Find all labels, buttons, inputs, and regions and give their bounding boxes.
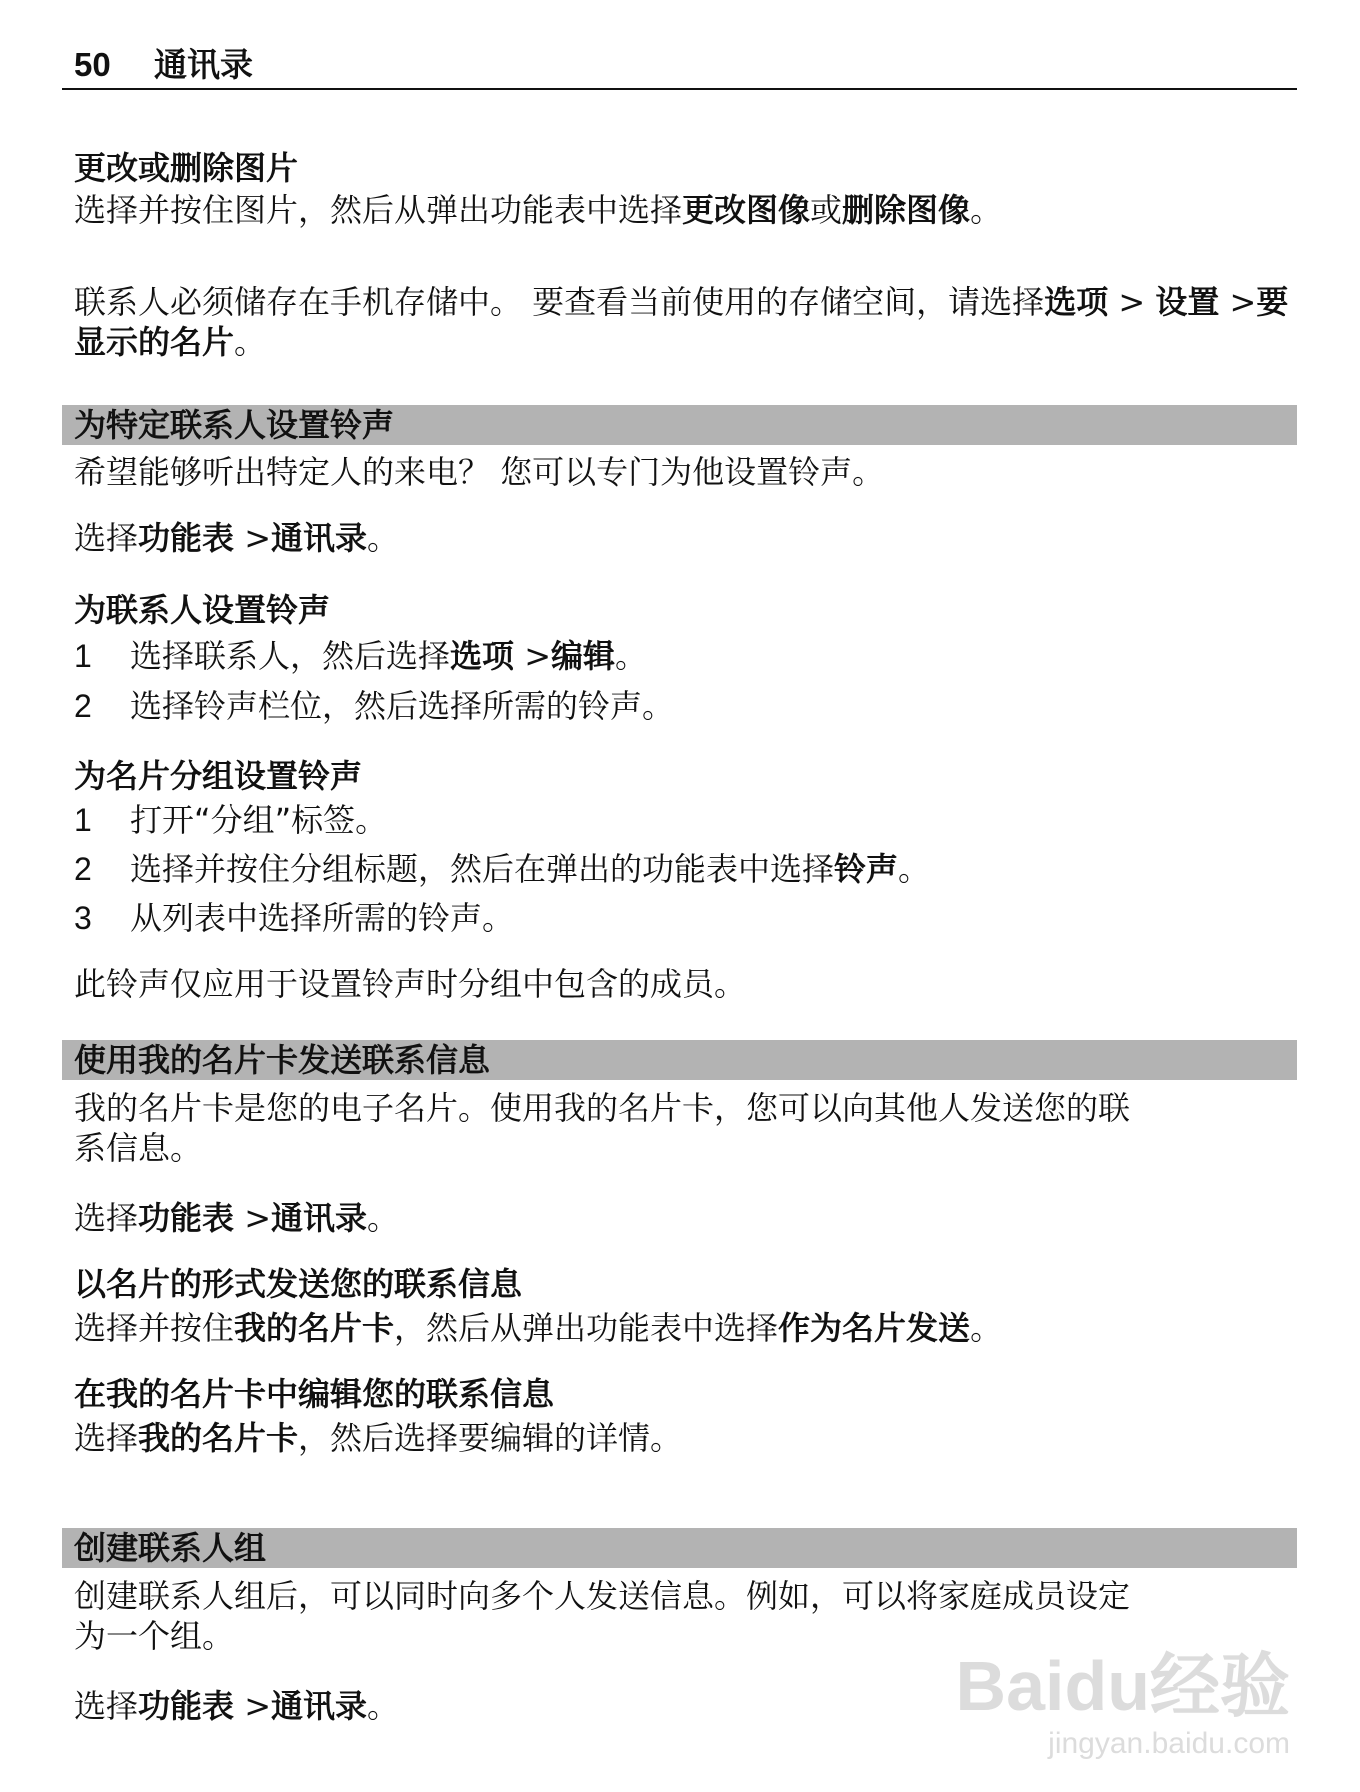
page-header bbox=[62, 44, 1297, 90]
paragraph: 选择并按住图片，然后从弹出功能表中选择更改图像或删除图像。 bbox=[74, 191, 1003, 229]
list-item: 1 打开“分组”标签。 bbox=[74, 801, 388, 839]
watermark-url: jingyan.baidu.com bbox=[1048, 1727, 1290, 1760]
baidu-watermark bbox=[956, 1646, 1290, 1762]
subsection-contact-ringtone bbox=[74, 590, 1289, 630]
subsection-group-ringtone bbox=[74, 756, 1289, 796]
section-band-business-card bbox=[62, 1040, 1297, 1080]
section-band-ringtone bbox=[62, 405, 1297, 445]
menu-path: 选择功能表 >通讯录。 bbox=[74, 519, 400, 557]
menu-path: 选择功能表 >通讯录。 bbox=[74, 1687, 400, 1725]
menu-option: 设置 bbox=[1155, 283, 1220, 321]
paragraph: 希望能够听出特定人的来电？ 您可以专门为他设置铃声。 bbox=[74, 453, 885, 491]
paragraph: 创建联系人组后，可以同时向多个人发送信息。例如，可以将家庭成员设定 为一个组。 bbox=[74, 1577, 1131, 1655]
watermark-brand: Baidu经验 bbox=[955, 1647, 1290, 1725]
list-item: 3 从列表中选择所需的铃声。 bbox=[74, 899, 515, 937]
subheading: 为联系人设置铃声 bbox=[74, 591, 331, 629]
section-title: 创建联系人组 bbox=[74, 1529, 267, 1567]
paragraph: 我的名片卡是您的电子名片。使用我的名片卡，您可以向其他人发送您的联 系信息。 bbox=[74, 1089, 1131, 1167]
section-title: 使用我的名片卡发送联系信息 bbox=[74, 1041, 491, 1079]
paragraph-storage: 联系人必须储存在手机存储中。 要查看当前使用的存储空间，请选择选项 > 设置 >要显示的名片。 bbox=[74, 283, 1289, 361]
subheading: 为名片分组设置铃声 bbox=[74, 757, 363, 795]
chapter-title: 通讯录 bbox=[154, 46, 253, 83]
section-change-delete-picture bbox=[74, 148, 1289, 362]
section-business-card-body bbox=[74, 1088, 1289, 1458]
note: 此铃声仅应用于设置铃声时分组中包含的成员。 bbox=[74, 965, 747, 1003]
subheading: 在我的名片卡中编辑您的联系信息 bbox=[74, 1375, 555, 1413]
paragraph: 选择我的名片卡，然后选择要编辑的详情。 bbox=[74, 1419, 683, 1457]
list-item: 2 选择铃声栏位，然后选择所需的铃声。 bbox=[74, 687, 675, 725]
menu-option: 要显示的名片 bbox=[74, 283, 1289, 361]
menu-option: 删除图像 bbox=[842, 191, 971, 229]
subheading: 以名片的形式发送您的联系信息 bbox=[74, 1265, 523, 1303]
menu-path: 选择功能表 >通讯录。 bbox=[74, 1199, 400, 1237]
section-band-contact-group bbox=[62, 1528, 1297, 1568]
section-ringtone-body bbox=[74, 452, 1289, 558]
paragraph: 选择并按住我的名片卡，然后从弹出功能表中选择作为名片发送。 bbox=[74, 1309, 1003, 1347]
list-item: 2 选择并按住分组标题，然后在弹出的功能表中选择铃声。 bbox=[74, 850, 931, 888]
menu-option: 选项 bbox=[1044, 283, 1109, 321]
list-item: 1 选择联系人，然后选择选项 >编辑。 bbox=[74, 637, 648, 675]
subheading: 更改或删除图片 bbox=[74, 149, 299, 187]
menu-option: 更改图像 bbox=[682, 191, 811, 229]
page-number: 50 bbox=[74, 46, 111, 83]
section-title: 为特定联系人设置铃声 bbox=[74, 406, 395, 444]
